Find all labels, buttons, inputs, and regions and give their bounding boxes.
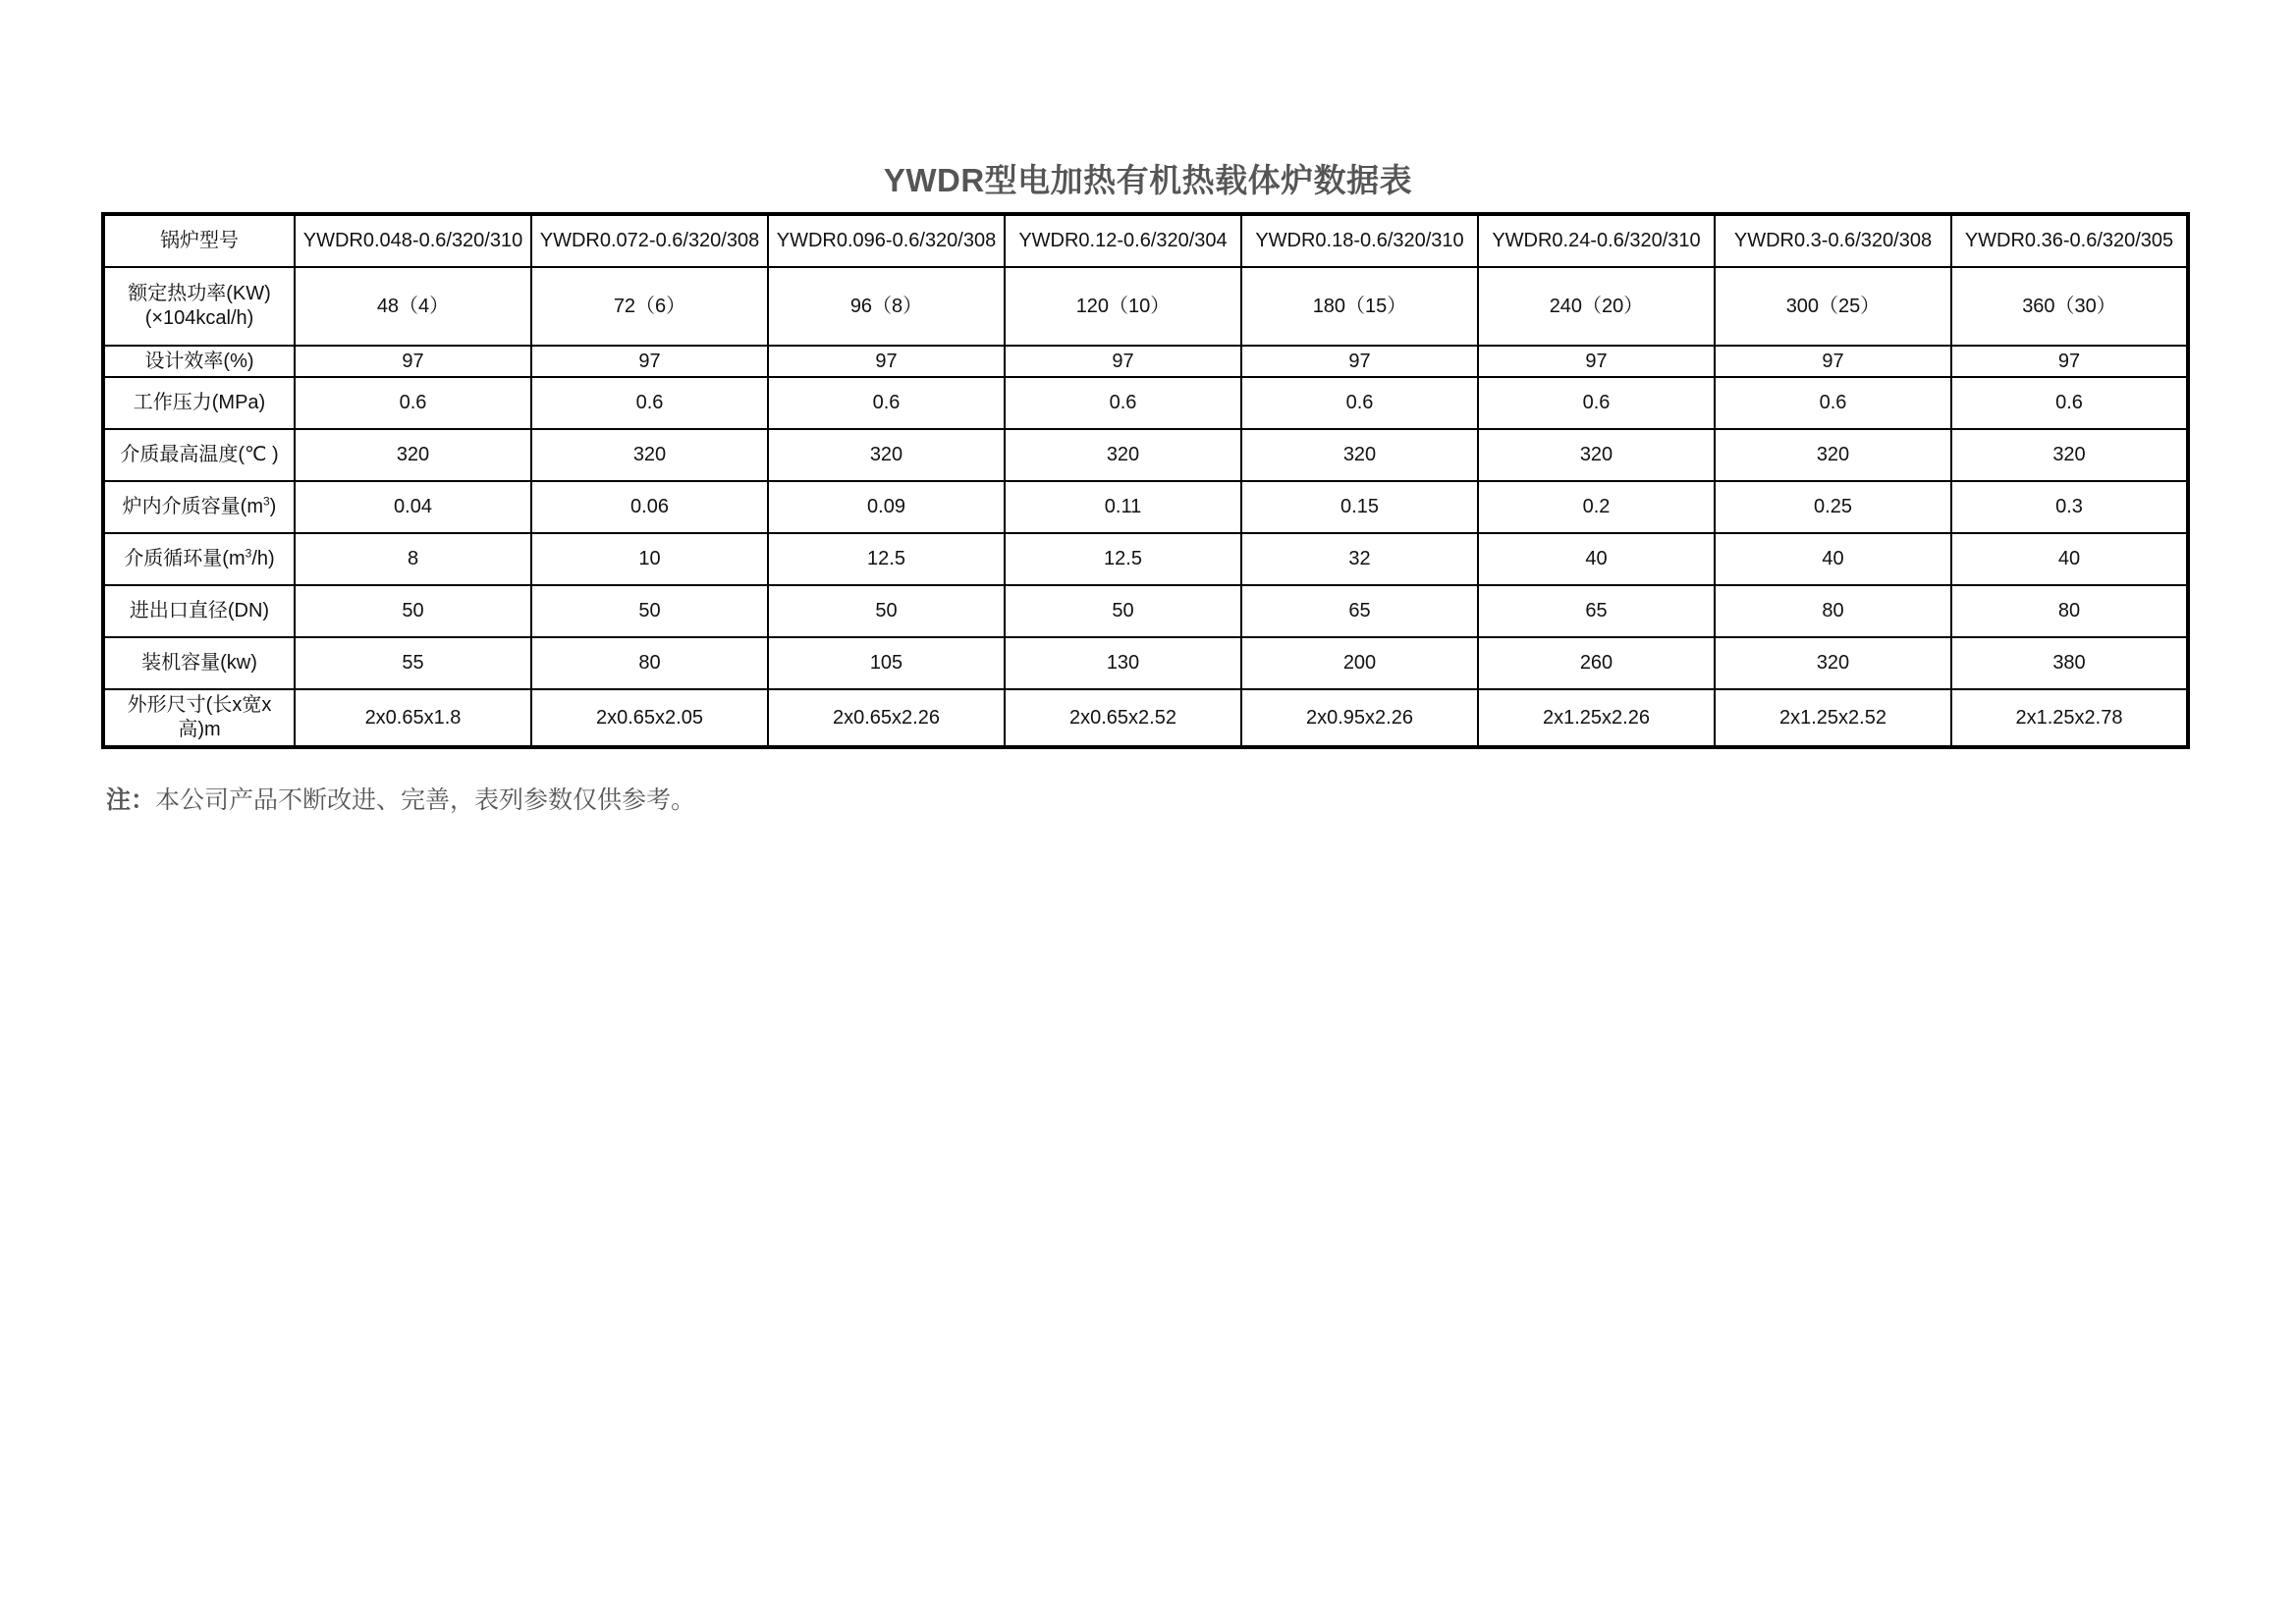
table-cell: 0.6	[1715, 377, 1951, 429]
table-cell: 40	[1478, 533, 1715, 585]
row-label-efficiency: 设计效率(%)	[103, 346, 295, 377]
table-cell: 2x0.65x1.8	[295, 689, 531, 747]
table-row-circulation	[103, 533, 2188, 585]
row-label-port-diameter: 进出口直径(DN)	[103, 585, 295, 637]
label-text: 介质循环量(m	[124, 548, 246, 569]
table-cell: 32	[1241, 533, 1478, 585]
table-cell: 0.3	[1951, 481, 2188, 533]
footnote-key: 注：	[106, 786, 156, 814]
label-text: 炉内介质容量(m	[122, 496, 263, 517]
table-cell: 2x1.25x2.52	[1715, 689, 1951, 747]
table-cell: 97	[531, 346, 768, 377]
table-row-dimensions	[103, 689, 2188, 747]
table-cell: 10	[531, 533, 768, 585]
table-row-efficiency	[103, 346, 2188, 377]
label-text: /h)	[251, 548, 275, 569]
table-cell: 130	[1005, 637, 1241, 689]
spec-table	[101, 212, 2190, 749]
footnote-text: 本公司产品不断改进、完善，表列参数仅供参考。	[155, 786, 696, 814]
table-cell: 320	[1715, 429, 1951, 481]
row-label-circulation	[103, 533, 295, 585]
table-cell: 105	[768, 637, 1005, 689]
table-cell: 97	[1951, 346, 2188, 377]
table-cell: 180（15）	[1241, 267, 1478, 346]
table-cell: 320	[1005, 429, 1241, 481]
table-cell: 65	[1478, 585, 1715, 637]
row-label-dimensions: 外形尺寸(长x宽x高)m	[103, 689, 295, 747]
table-cell: 50	[1005, 585, 1241, 637]
table-cell: 12.5	[768, 533, 1005, 585]
table-cell: 320	[1241, 429, 1478, 481]
table-row-installed-capacity	[103, 637, 2188, 689]
model-header-cell: YWDR0.12-0.6/320/304	[1005, 214, 1241, 267]
table-row-max-temperature	[103, 429, 2188, 481]
table-cell: 2x0.65x2.05	[531, 689, 768, 747]
table-cell: 0.6	[295, 377, 531, 429]
table-cell: 360（30）	[1951, 267, 2188, 346]
table-row-model	[103, 214, 2188, 267]
row-label-model: 锅炉型号	[103, 214, 295, 267]
table-cell: 80	[531, 637, 768, 689]
table-cell: 97	[1241, 346, 1478, 377]
table-cell: 97	[1005, 346, 1241, 377]
table-cell: 97	[295, 346, 531, 377]
table-cell: 2x0.65x2.52	[1005, 689, 1241, 747]
table-cell: 80	[1951, 585, 2188, 637]
model-header-cell: YWDR0.3-0.6/320/308	[1715, 214, 1951, 267]
table-cell: 0.6	[1241, 377, 1478, 429]
table-cell: 300（25）	[1715, 267, 1951, 346]
table-cell: 80	[1715, 585, 1951, 637]
table-cell: 50	[768, 585, 1005, 637]
model-header-cell: YWDR0.24-0.6/320/310	[1478, 214, 1715, 267]
table-row-rated-power	[103, 267, 2188, 346]
table-cell: 72（6）	[531, 267, 768, 346]
table-cell: 320	[1478, 429, 1715, 481]
table-row-port-diameter	[103, 585, 2188, 637]
table-cell: 2x0.65x2.26	[768, 689, 1005, 747]
table-cell: 0.06	[531, 481, 768, 533]
table-cell: 0.04	[295, 481, 531, 533]
table-cell: 320	[531, 429, 768, 481]
table-cell: 97	[768, 346, 1005, 377]
table-cell: 50	[531, 585, 768, 637]
table-cell: 40	[1715, 533, 1951, 585]
table-cell: 12.5	[1005, 533, 1241, 585]
table-cell: 0.6	[531, 377, 768, 429]
superscript: 3	[245, 546, 252, 561]
table-cell: 0.09	[768, 481, 1005, 533]
table-cell: 40	[1951, 533, 2188, 585]
table-cell: 2x0.95x2.26	[1241, 689, 1478, 747]
table-cell: 2x1.25x2.78	[1951, 689, 2188, 747]
footnote	[106, 781, 695, 816]
table-cell: 320	[1715, 637, 1951, 689]
label-text: )	[269, 496, 277, 517]
table-cell: 0.2	[1478, 481, 1715, 533]
row-label-installed-capacity: 装机容量(kw)	[103, 637, 295, 689]
row-label-max-temperature: 介质最高温度(℃ )	[103, 429, 295, 481]
table-cell: 2x1.25x2.26	[1478, 689, 1715, 747]
table-cell: 0.6	[768, 377, 1005, 429]
table-cell: 200	[1241, 637, 1478, 689]
table-row-pressure	[103, 377, 2188, 429]
table-cell: 55	[295, 637, 531, 689]
table-cell: 240（20）	[1478, 267, 1715, 346]
table-cell: 380	[1951, 637, 2188, 689]
table-cell: 96（8）	[768, 267, 1005, 346]
model-header-cell: YWDR0.072-0.6/320/308	[531, 214, 768, 267]
table-cell: 260	[1478, 637, 1715, 689]
table-row-furnace-volume	[103, 481, 2188, 533]
table-cell: 0.6	[1951, 377, 2188, 429]
table-cell: 320	[768, 429, 1005, 481]
page-title: YWDR型电加热有机热载体炉数据表	[883, 162, 1413, 198]
model-header-cell: YWDR0.36-0.6/320/305	[1951, 214, 2188, 267]
row-label-pressure: 工作压力(MPa)	[103, 377, 295, 429]
table-cell: 0.25	[1715, 481, 1951, 533]
table-cell: 48（4）	[295, 267, 531, 346]
table-cell: 0.6	[1478, 377, 1715, 429]
table-cell: 320	[295, 429, 531, 481]
table-cell: 97	[1478, 346, 1715, 377]
table-cell: 120（10）	[1005, 267, 1241, 346]
table-cell: 8	[295, 533, 531, 585]
table-cell: 0.11	[1005, 481, 1241, 533]
row-label-rated-power: 额定热功率(KW)(×104kcal/h)	[103, 267, 295, 346]
table-cell: 97	[1715, 346, 1951, 377]
table-cell: 320	[1951, 429, 2188, 481]
table-cell: 0.15	[1241, 481, 1478, 533]
model-header-cell: YWDR0.18-0.6/320/310	[1241, 214, 1478, 267]
table-cell: 65	[1241, 585, 1478, 637]
model-header-cell: YWDR0.096-0.6/320/308	[768, 214, 1005, 267]
table-cell: 0.6	[1005, 377, 1241, 429]
superscript: 3	[262, 494, 270, 509]
model-header-cell: YWDR0.048-0.6/320/310	[295, 214, 531, 267]
table-cell: 50	[295, 585, 531, 637]
row-label-furnace-volume	[103, 481, 295, 533]
